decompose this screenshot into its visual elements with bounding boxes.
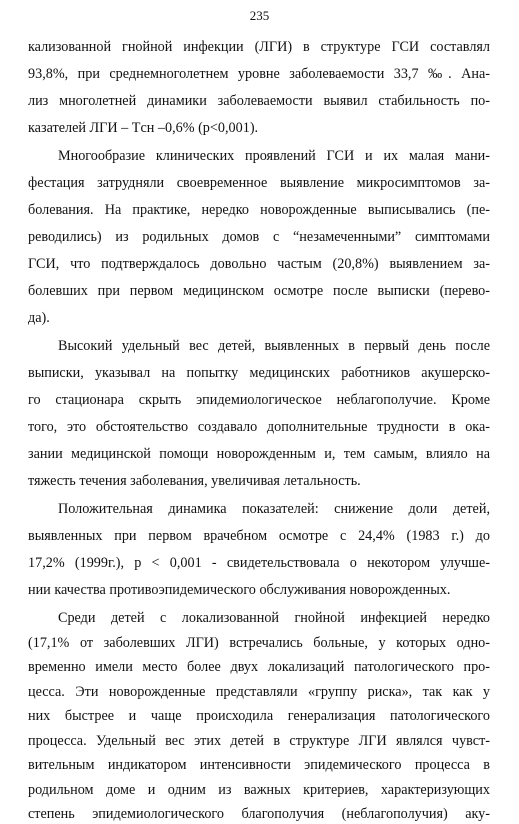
- text-line: степень эпидемиологического благополучия (неблагополучия) аку-: [28, 806, 490, 822]
- text-line: Высокий удельный вес детей, выявленных в первый день после: [58, 338, 490, 354]
- text-line: выявленных при первом врачебном осмотре с 24,4% (1983 г.) до: [28, 528, 490, 544]
- text-line: болевания. На практике, нередко новорожденные выписывались (пе-: [28, 202, 490, 218]
- text-line: реводились) из родильных домов с “незамеченными” симптомами: [28, 229, 490, 245]
- text-line: (17,1% от заболевших ЛГИ) встречались больные, у которых одно-: [28, 634, 490, 651]
- text-line: ГСИ, что подтверждалось довольно частым (20,8%) выявлением за-: [28, 256, 490, 272]
- text-line: 17,2% (1999г.), p < 0,001 - свидетельствовала о некотором улучше-: [28, 555, 490, 571]
- text-line: нии качества противоэпидемического обслуживания новорожденных.: [28, 582, 451, 598]
- text-line: фестация затрудняли своевременное выявление микросимптомов за-: [28, 175, 490, 191]
- text-line: временно имели место более двух локализаций патологического про-: [28, 659, 490, 675]
- text-line: выписки, указывал на попытку медицинских работников акушерско-: [28, 365, 490, 381]
- text-line: вительным индикатором интенсивности эпидемического процесса в: [28, 757, 490, 773]
- text-line: того, это обстоятельство создавало дополнительные трудности в ока-: [28, 419, 490, 435]
- text-line: го стационара скрыть эпидемиологическое неблагополучие. Кроме: [28, 392, 490, 408]
- text-line: них быстрее и чаще происходила генерализация патологического: [28, 708, 490, 724]
- text-line: процесса. Удельный вес этих детей в структуре ЛГИ являлся чувст-: [28, 732, 490, 749]
- text-line: кализованной гнойной инфекции (ЛГИ) в структуре ГСИ составлял: [28, 39, 490, 55]
- text-line: тяжесть течения заболевания, увеличивая летальность.: [28, 473, 361, 489]
- text-line: лиз многолетней динамики заболеваемости выявил стабильность по-: [28, 93, 490, 109]
- text-line: родильном доме и одним из важных критериев, характеризующих: [28, 781, 490, 798]
- text-line: казателей ЛГИ – Tсн –0,6% (p<0,001).: [28, 120, 259, 136]
- text-line: 93,8%, при среднемноголетнем уровне заболеваемости 33,7 ‰. Ана-: [28, 66, 490, 82]
- text-line: Многообразие клинических проявлений ГСИ и их малая мани-: [58, 148, 490, 164]
- text-line: да).: [28, 310, 50, 326]
- text-line: болевших при первом медицинском осмотре после выписки (перево-: [28, 283, 490, 299]
- text-line: Среди детей с локализованной гнойной инфекцией нередко: [58, 610, 490, 626]
- text-line: цесса. Эти новорожденные представляли «группу риска», так как у: [28, 683, 490, 700]
- text-line: зании медицинской помощи новорожденным и, тем самым, влияло на: [28, 446, 490, 462]
- page-number: 235: [249, 8, 270, 23]
- text-line: Положительная динамика показателей: снижение доли детей,: [58, 501, 490, 517]
